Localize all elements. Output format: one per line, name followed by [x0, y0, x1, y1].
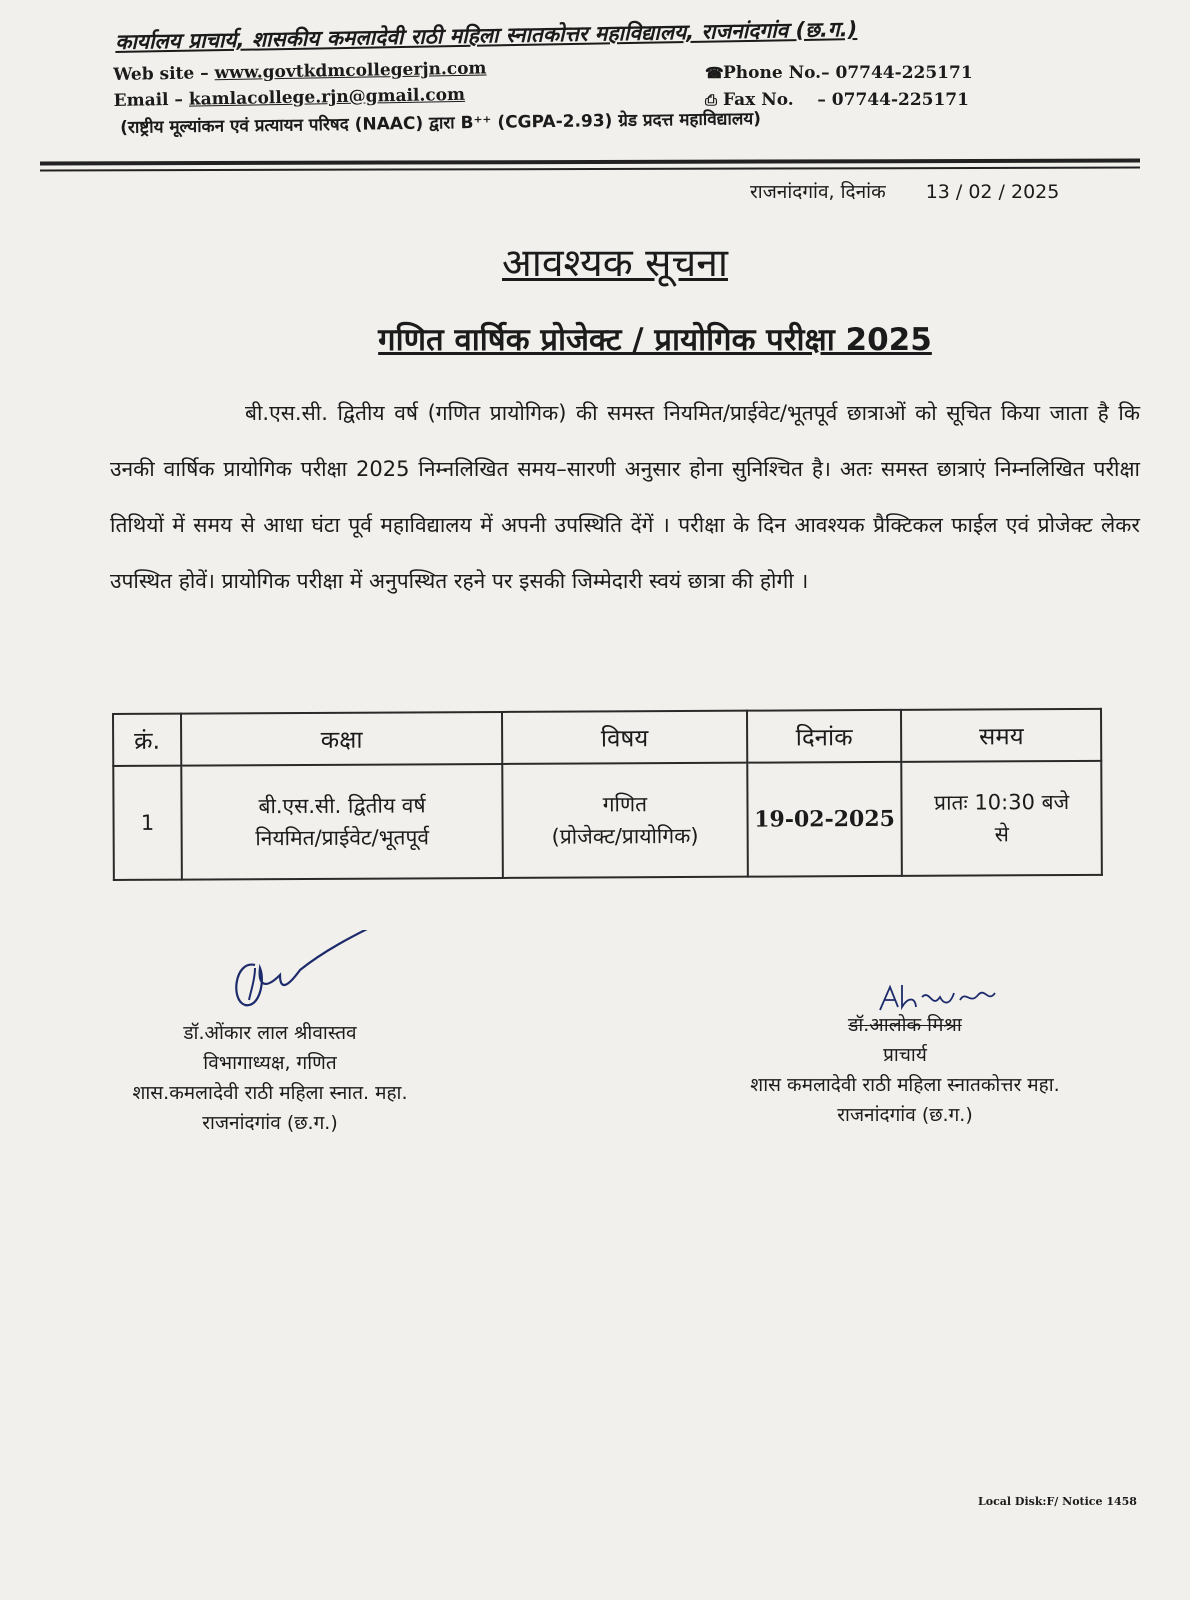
cell-time — [902, 761, 1102, 876]
date-value: 13 / 02 / 2025 — [925, 181, 1060, 203]
fax-icon: ⎙ — [705, 91, 718, 109]
letterhead-divider-thin — [40, 167, 1140, 172]
signature-left-image — [225, 930, 385, 1020]
fax-number: Fax No. – 07744-225171 — [723, 90, 969, 110]
header-class: कक्षा — [181, 712, 503, 766]
table-row — [113, 761, 1102, 880]
table-header-row — [113, 709, 1101, 766]
date-line — [750, 178, 1059, 204]
time-line-1: प्रातः 10:30 बजे — [934, 789, 1070, 815]
letterhead-divider-thick — [40, 159, 1140, 166]
notice-subject: गणित वार्षिक प्रोजेक्ट / प्रायोगिक परीक्षा 2025 — [378, 322, 932, 358]
notice-body-text: बी.एस.सी. द्वितीय वर्ष (गणित प्रायोगिक) की समस्त नियमित/प्राईवेट/भूतपूर्व छात्राओं को सूचित किया जाता है कि उनकी वार्षिक प्रायोगिक परीक्षा 2025 निम्नलिखित समय–सारणी अनुसार होना सुनिश्चित है। अतः समस्त छात्राएं निम्नलिखित परीक्षा तिथियों में समय से आधा घंटा पूर्व महाविद्यालय में अपनी उपस्थिति देंगें । परीक्षा के दिन आवश्यक प्रैक्टिकल फाईल एवं प्रोजेक्ट लेकर उपस्थित होवें। प्रायोगिक परीक्षा में अनुपस्थित रहने पर इसकी जिम्मेदारी स्वयं छात्रा की होगी । — [110, 401, 1140, 593]
signatory-left — [85, 1018, 455, 1138]
header-subject: विषय — [502, 711, 747, 764]
website-link[interactable]: www.govtkdmcollegerjn.com — [214, 58, 487, 84]
signatory-right-institution: शास कमलादेवी राठी महिला स्नातकोत्तर महा. — [750, 1074, 1060, 1096]
phone-number: Phone No.– 07744-225171 — [723, 63, 973, 83]
date-label: राजनांदगांव, दिनांक — [750, 181, 886, 203]
cell-sno: 1 — [113, 766, 181, 880]
cell-subject — [502, 763, 747, 878]
subject-line-1: गणित — [602, 792, 648, 817]
signatory-left-institution: शास.कमलादेवी राठी महिला स्नात. महा. — [132, 1082, 408, 1104]
signatory-left-designation: विभागाध्यक्ष, गणित — [203, 1052, 337, 1074]
website-label: Web site – — [113, 63, 209, 85]
subject-line-2: (प्रोजेक्ट/प्रायोगिक) — [551, 823, 699, 849]
header-date: दिनांक — [747, 710, 902, 763]
letterhead-title: कार्यालय प्राचार्य, शासकीय कमलादेवी राठी महिला स्नातकोत्तर महाविद्यालय, राजनांदगांव (छ.ग.) — [115, 17, 858, 54]
cell-date: 19-02-2025 — [747, 762, 902, 877]
naac-accreditation: (राष्ट्रीय मूल्यांकन एवं प्रत्यायन परिषद (NAAC) द्वारा B⁺⁺ (CGPA-2.93) ग्रेड प्रदत्त महाविद्यालय) — [120, 109, 762, 138]
signatory-right — [700, 1010, 1110, 1130]
telephone-icon: ☎ — [705, 64, 724, 82]
email-label: Email – — [113, 89, 184, 111]
notice-body — [110, 385, 1140, 609]
email-link[interactable]: kamlacollege.rjn@gmail.com — [188, 84, 466, 110]
signatory-right-designation: प्राचार्य — [883, 1044, 927, 1066]
signatory-right-name: डॉ.आलोक मिश्रा — [848, 1014, 962, 1036]
letterhead-contacts — [113, 55, 487, 114]
header-sno: क्रं. — [113, 714, 181, 766]
header-time: समय — [901, 709, 1101, 762]
cell-class — [181, 764, 503, 880]
signatory-right-city: राजनांदगांव (छ.ग.) — [837, 1104, 973, 1126]
signatory-left-name: डॉ.ओंकार लाल श्रीवास्तव — [183, 1022, 357, 1044]
footer-file-reference: Local Disk:F/ Notice 1458 — [978, 1495, 1137, 1508]
class-line-1: बी.एस.सी. द्वितीय वर्ष — [258, 793, 426, 819]
schedule-table — [112, 708, 1103, 881]
time-line-2: से — [994, 822, 1009, 847]
notice-title: आवश्यक सूचना — [502, 241, 728, 286]
class-line-2: नियमित/प्राईवेट/भूतपूर्व — [255, 825, 430, 851]
signatory-left-city: राजनांदगांव (छ.ग.) — [202, 1112, 338, 1134]
